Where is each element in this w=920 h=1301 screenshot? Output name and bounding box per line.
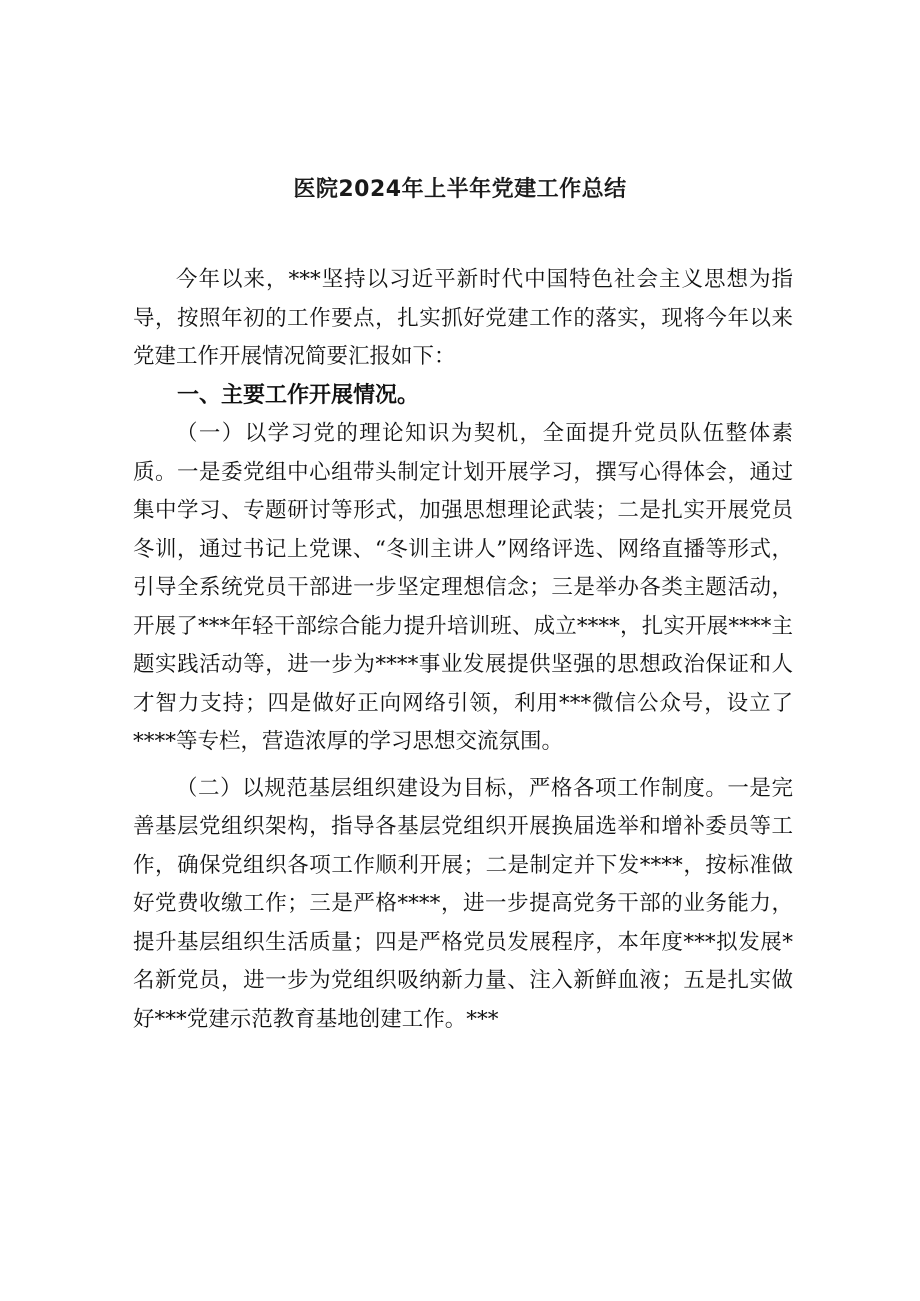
document-title: 医院2024年上半年党建工作总结 [293,177,627,202]
document-body [133,261,793,1039]
paragraph-grassroots-organization: （二）以规范基层组织建设为目标，严格各项工作制度。一是完善基层党组织架构，指导各基层党组织开展换届选举和增补委员等工作，确保党组织各项工作顺利开展；二是制定并下发****，按标准做好党费收缴工作；三是严格****，进一步提高党务干部的业务能力，提升基层组织生活质量；四是严格党员发展程序，本年度***拟发展*名新党员，进一步为党组织吸纳新力量、注入新鲜血液；五是扎实做好***党建示范教育基地创建工作。*** [133,775,793,1032]
section-heading-main-work: 一、主要工作开展情况。 [177,382,420,408]
intro-paragraph: 今年以来，***坚持以习近平新时代中国特色社会主义思想为指导，按照年初的工作要点，扎实抓好党建工作的落实，现将今年以来党建工作开展情况简要汇报如下： [133,267,793,369]
paragraph-theory-study: （一）以学习党的理论知识为契机，全面提升党员队伍整体素质。一是委党组中心组带头制定计划开展学习，撰写心得体会，通过集中学习、专题研讨等形式，加强思想理论武装；二是扎实开展党员冬训，通过书记上党课、“冬训主讲人”网络评选、网络直播等形式，引导全系统党员干部进一步坚定理想信念；三是举办各类主题活动，开展了***年轻干部综合能力提升培训班、成立****，扎实开展****主题实践活动等，进一步为****事业发展提供坚强的思想政治保证和人才智力支持；四是做好正向网络引领，利用***微信公众号，设立了****等专栏，营造浓厚的学习思想交流氛围。 [133,421,793,754]
